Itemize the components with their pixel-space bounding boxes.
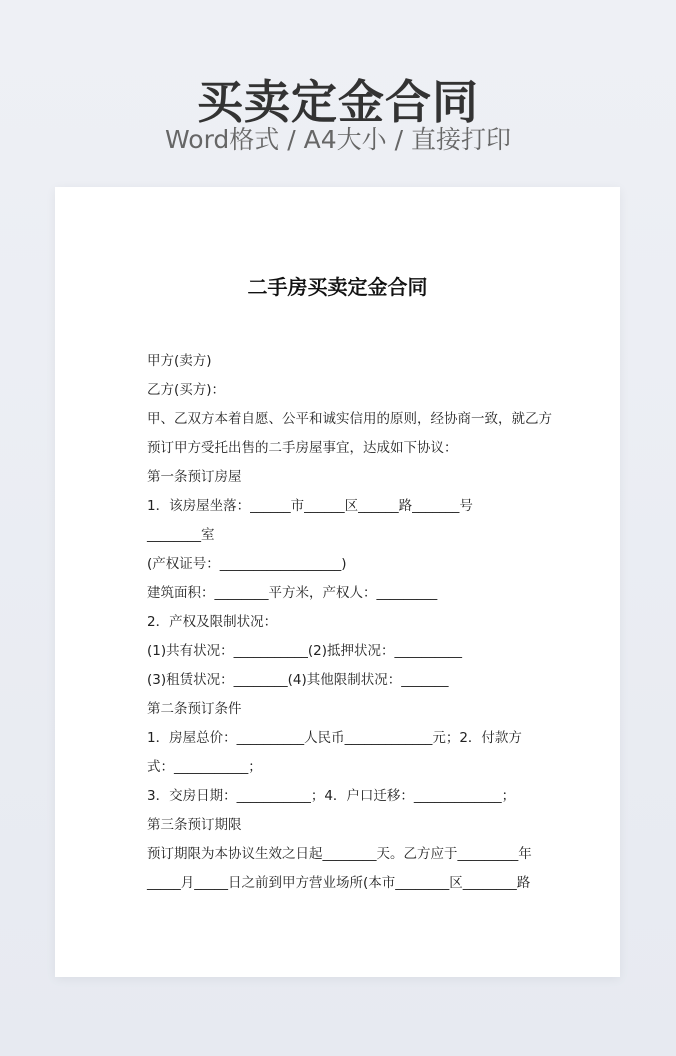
document-title: 二手房买卖定金合同 <box>247 275 428 299</box>
party-b-line: 乙方(买方)： <box>147 382 226 398</box>
clause-line: 2．产权及限制状况： <box>147 614 278 630</box>
clause-line: ________室 <box>147 527 215 543</box>
clause-line: 建筑面积：________平方米，产权人：_________ <box>147 585 438 601</box>
page-subtitle: Word格式 / A4大小 / 直接打印 <box>165 125 511 154</box>
clause-line: 预订期限为本协议生效之日起________天。乙方应于_________年 <box>147 846 532 862</box>
article-heading: 第一条预订房屋 <box>147 469 242 485</box>
clause-line: 式：___________； <box>147 759 262 775</box>
clause-line: 1．该房屋坐落：______市______区______路_______号 <box>147 498 473 514</box>
article-heading: 第二条预订条件 <box>147 701 242 717</box>
document-body <box>147 347 552 898</box>
article-heading: 第三条预订期限 <box>147 817 242 833</box>
party-a-line: 甲方(卖方) <box>147 353 212 369</box>
clause-line: 3．交房日期：___________；4．户口迁移：_____________； <box>147 788 516 804</box>
page-title: 买卖定金合同 <box>197 75 479 129</box>
preamble-line: 预订甲方受托出售的二手房屋事宜，达成如下协议： <box>147 440 458 456</box>
clause-line: _____月_____日之前到甲方营业场所(本市________区________路 <box>147 875 531 891</box>
preamble-line: 甲、乙双方本着自愿、公平和诚实信用的原则，经协商一致，就乙方 <box>147 411 552 427</box>
clause-line: (1)共有状况：___________(2)抵押状况：__________ <box>147 643 462 659</box>
clause-line: (3)租赁状况：________(4)其他限制状况：_______ <box>147 672 449 688</box>
clause-line: (产权证号：__________________) <box>147 556 347 572</box>
clause-line: 1．房屋总价：__________人民币_____________元；2．付款方 <box>147 730 522 746</box>
document-page <box>55 187 620 977</box>
